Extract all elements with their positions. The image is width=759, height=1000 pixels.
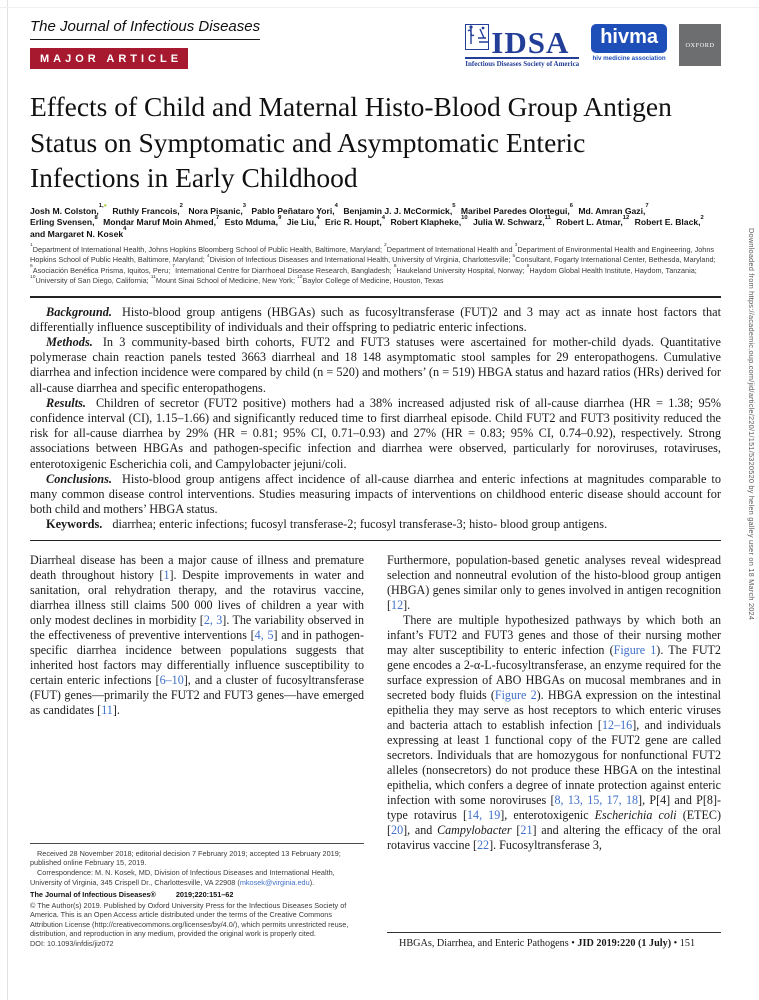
text-segment: ], and a cluster of fucosyltransferase (FUT) genes—primarily the FUT2 and FUT3 genes—have emerged as candidates [: [30, 672, 364, 717]
affiliation-text: Department of International Health and: [386, 245, 515, 254]
text-segment: ). The FUT2 gene encodes a 2-α-L-fucosyltransferase, an enzyme required for the surface expression of ABO HBGAs on mucosal membranes and in secreted body fluids (: [387, 642, 721, 702]
author-name: Eric R. Houpt,: [324, 217, 382, 227]
abstract-section-label: Conclusions.: [46, 471, 112, 486]
affiliation: [30, 245, 384, 254]
text-segment: ]. Despite improvements in water and sanitation, oral rehydration therapy, and the rotavirus vaccine, diarrhea illness still claims 500 000 lives of children a year with only modest declines in morbidity [: [30, 567, 364, 627]
affiliation: [512, 255, 715, 264]
affiliation: [30, 276, 151, 285]
affiliation-text: University of San Diego, California;: [35, 276, 151, 286]
abstract-paragraph: [30, 335, 721, 396]
text-segment[interactable]: 14, 19: [466, 807, 501, 822]
author: [224, 214, 282, 227]
abstract-paragraph: [30, 396, 721, 472]
affiliation-sup: 11: [150, 274, 156, 280]
affiliation-sup: 2: [384, 243, 387, 249]
abstract-section-text: diarrhea; enteric infections; fucosyl transferase-2; fucosyl transferase-3; histo- blood group antigens.: [112, 517, 608, 532]
abstract-section-label: Background.: [46, 304, 112, 319]
author-affiliation-sup: 2: [700, 214, 704, 221]
affiliation-text: Department of International Health, Johns Hopkins Bloomberg School of Public Health, Baltimore, Maryland;: [32, 245, 385, 254]
author: [30, 214, 98, 227]
author-name: Mondar Maruf Moin Ahmed,: [103, 217, 216, 227]
idsa-emblem-icon: [465, 24, 489, 55]
author-name: Jie Liu,: [286, 217, 317, 227]
author-name: Ruthly Francois,: [112, 205, 180, 216]
text-segment[interactable]: 11: [101, 702, 113, 717]
author-name: Robert E. Black,: [634, 217, 701, 227]
footer-segment: •: [671, 937, 680, 949]
text-segment[interactable]: 4, 5: [254, 627, 274, 642]
text-segment: ].: [112, 702, 120, 717]
author: [390, 214, 468, 227]
author-name: Josh M. Colston,: [30, 205, 99, 216]
footnote-block: [30, 843, 364, 949]
left-column: [30, 553, 364, 949]
author: [251, 203, 338, 216]
footnote-copyright: © The Author(s) 2019. Published by Oxford University Press for the Infectious Diseases Society of America. This is an Open Access article distributed under the terms of the Creative Commons Attribution License (http://creativecommons.org/licenses/by/4.0/), which permits unrestricted reuse, distribution, and reproduction in any medium, provided the original work is properly cited.: [30, 900, 349, 939]
idsa-acronym: IDSA: [491, 24, 570, 60]
author-name: Erling Svensen,: [30, 217, 95, 227]
masthead-left: [30, 18, 260, 69]
article-title: Effects of Child and Maternal Histo-Blood Group Antigen Status on Symptomatic and Asymptomatic Enteric Infections in Early Childhood: [30, 91, 672, 193]
page-footer: [387, 932, 721, 949]
abstract-section-text: In 3 community-based birth cohorts, FUT2 and FUT3 statuses were ascertained for mother-child dyads. Quantitative polymerase chain reaction panels tested 3663 diarrheal and 18 148 asymptomatic stool samples for 29 enteropathogens. Cumulative diarrhea and infection incidence were compared by child (n = 520) and mothers’ (n = 519) HBGA status and hazard ratios (HRs) derived for all-cause diarrhea and specific enteropathogens.: [30, 335, 721, 395]
text-segment: ]. Fucosyltransferase 3,: [489, 837, 602, 852]
text-segment[interactable]: 12–16: [601, 717, 633, 732]
footnote-correspondence: [30, 868, 364, 887]
text-segment: ).: [309, 877, 315, 887]
author-affiliation-sup: 4: [381, 214, 386, 221]
abstract-section-label: Methods.: [46, 335, 93, 350]
affiliation: [394, 266, 527, 275]
author-affiliation-sup: 2: [179, 203, 183, 210]
author-name: Robert L. Atmar,: [556, 217, 623, 227]
author: [634, 214, 704, 227]
author-affiliation-sup: 7: [215, 214, 220, 221]
author: [112, 203, 183, 216]
text-segment: Correspondence: M. N. Kosek, MD, Division of Infectious Diseases and International Health, University of Virginia, 345 Crispell Dr., Charlottesville, VA 22908 (: [30, 867, 335, 887]
text-segment[interactable]: 2, 3: [203, 612, 223, 627]
text-segment[interactable]: 6–10: [159, 672, 184, 687]
footer-segment: JID 2019:220 (1 July): [577, 937, 672, 949]
affiliation-sup: 7: [172, 264, 176, 270]
text-segment[interactable]: 20: [391, 822, 404, 837]
footer-rule: [387, 932, 721, 933]
author: [578, 203, 649, 216]
author-affiliation-sup: 4: [123, 226, 127, 233]
author-affiliation-sup: 4: [316, 214, 320, 221]
abstract-section-text: Histo-blood group antigens (HBGAs) such as fucosyltransferase (FUT)2 and 3 may act as innate host factors that differentially influence susceptibility of individuals and their offspring to pediatric enteric infections.: [30, 304, 721, 334]
author: [30, 226, 127, 239]
abstract-paragraph: [30, 517, 721, 532]
author-affiliation-sup: 12: [622, 214, 630, 221]
text-segment: [: [511, 822, 521, 837]
affiliation-text: Consultant, Fogarty International Center, Bethesda, Maryland;: [515, 255, 716, 265]
author-name: Julia W. Schwarz,: [473, 217, 545, 227]
footnote-journal-name: The Journal of Infectious Diseases®: [30, 890, 156, 900]
affiliation-sup: 6: [30, 264, 33, 270]
author-affiliation-sup: 8: [94, 214, 98, 221]
text-segment[interactable]: 1: [163, 567, 170, 582]
abstract-paragraph: [30, 305, 721, 335]
footnote-received: Received 28 November 2018; editorial decision 7 February 2019; accepted 13 February 2019; published online February 15, 2019.: [30, 848, 341, 868]
affiliation-text: International Centre for Diarrhoeal Disease Research, Bangladesh;: [175, 265, 394, 275]
footer-segment: HBGAs, Diarrhea, and Enteric Pathogens: [399, 937, 569, 949]
affiliation: [384, 245, 515, 254]
right-column: [387, 553, 721, 949]
author: [286, 214, 320, 227]
journal-name: The Journal of Infectious Diseases: [30, 18, 260, 40]
body-paragraph: [387, 553, 721, 613]
text-segment[interactable]: Figure 2: [494, 687, 537, 702]
affiliation-text: Asociación Benéfica Prisma, Iquitos, Peru;: [32, 265, 173, 275]
author-affiliation-sup: 4: [334, 203, 338, 210]
body-paragraph: [387, 613, 721, 853]
footer-segment: •: [568, 937, 578, 949]
affiliation-sup: 1: [30, 243, 33, 249]
idsa-subtitle: Infectious Diseases Society of America: [465, 57, 579, 68]
text-segment: Campylobacter: [437, 822, 512, 837]
author-affiliation-sup: 9: [278, 214, 282, 221]
author-name: Pablo Peñataro Yori,: [251, 205, 335, 216]
text-segment: Diarrheal disease has been a major cause of illness and premature death throughout history [: [30, 552, 364, 582]
abstract-section-label: Keywords.: [46, 517, 103, 532]
text-segment[interactable]: 8, 13, 15, 17, 18: [554, 792, 639, 807]
affiliation-text: Baylor College of Medicine, Houston, Texas: [302, 276, 444, 286]
hivma-logo: [591, 24, 667, 62]
text-segment: ], and: [403, 822, 438, 837]
affiliation-text: Division of Infectious Diseases and International Health, University of Virginia, Charlottesville;: [209, 255, 513, 265]
author: [324, 214, 386, 227]
affiliation-sup: 9: [526, 264, 530, 270]
abstract-bottom-rule: [30, 540, 721, 541]
footnote-journal-cite: 2019;220:151–62: [175, 890, 234, 900]
author: [103, 214, 220, 227]
author-name: Benjamin J. J. McCormick,: [343, 205, 453, 216]
author-name: Robert Klapheke,: [390, 217, 462, 227]
author-affiliation-sup: 3: [242, 203, 247, 210]
footnote-journal-line: [30, 890, 364, 900]
author-affiliation-sup: 7: [645, 203, 649, 210]
masthead: [30, 18, 721, 69]
author-name: Md. Amran Gazi,: [578, 205, 646, 216]
author: [460, 203, 573, 216]
text-segment: ] and in pathogen-specific diarrhea incidence between populations suggests that inherited host factors may differentially influence susceptibility to certain enteric infections [: [30, 627, 365, 687]
affiliation-text: Department of Environmental Health and Engineering, Johns Hopkins School of Public Health, Baltimore, Maryland;: [30, 245, 715, 265]
author-name: Maribel Paredes Olortegui,: [460, 205, 570, 216]
author-name: and Margaret N. Kosek: [30, 228, 124, 239]
affiliation: [30, 266, 172, 275]
hivma-subtitle: hiv medicine association: [592, 55, 666, 62]
text-segment: There are multiple hypothesized pathways by which both an infant’s FUT2 and FUT3 genes and those of their nursing mother may alter susceptibility to enteric infection (: [387, 612, 721, 657]
text-segment: ], P[4] and P[8]-type rotavirus [: [387, 792, 722, 822]
body-columns: [30, 553, 721, 949]
abstract: [30, 305, 721, 533]
affiliation: [297, 276, 444, 285]
author-affiliation-sup: 10: [461, 214, 468, 221]
body-paragraph: [30, 553, 364, 718]
text-segment: ). HBGA expression on the intestinal epithelia they may serve as host receptors to which enteric viruses and bacteria attach to establish infection [: [387, 687, 721, 732]
author-list: [30, 203, 721, 241]
affiliation-text: Haydom Global Health Institute, Haydom, Tanzania;: [529, 265, 697, 275]
affiliation-sup: 5: [512, 253, 516, 259]
author-affiliation-sup: 11: [544, 214, 551, 221]
abstract-section-label: Results.: [46, 395, 86, 410]
running-footer: [387, 938, 721, 949]
affiliation: [172, 266, 393, 275]
author-name: Esto Mduma,: [224, 217, 279, 227]
text-segment: ]. The variability observed in the effectiveness of preventive interventions [: [30, 612, 365, 642]
text-segment[interactable]: 12: [391, 597, 404, 612]
affiliation-text: Haukeland University Hospital, Norway;: [396, 265, 527, 275]
download-notice: Downloaded from https://academic.oup.com/jid/article/220/1/151/5320520 by helen galley user on 18 March 2024: [747, 228, 756, 621]
author-affiliation-sup: 1,: [98, 203, 104, 210]
affiliation: [206, 253, 516, 265]
abstract-paragraph: [30, 472, 721, 518]
author-name: Nora Pisanic,: [188, 205, 243, 216]
affiliation-sup: 12: [297, 274, 303, 280]
author: [556, 214, 630, 227]
author-affiliation-sup: 5: [452, 203, 456, 210]
abstract-section-text: Histo-blood group antigens affect incidence of all-cause diarrhea and enteric infections at magnitudes comparable to many common disease control interventions. Studies measuring impacts of interventions on childhood enteric disease should account for both child and mothers’ HBGA status.: [30, 471, 721, 517]
text-segment: (ETEC) [: [387, 807, 721, 837]
author: [343, 203, 456, 216]
text-segment: ], enterotoxigenic: [500, 807, 595, 822]
text-segment: ].: [403, 597, 411, 612]
footnote-doi: DOI: 10.1093/infdis/jiz072: [30, 939, 114, 949]
oxford-logo: OXFORD: [679, 24, 721, 66]
affiliation-sup: 10: [30, 274, 36, 280]
text-segment[interactable]: 22: [477, 837, 490, 852]
hivma-wordmark: hivma: [591, 24, 667, 53]
author-affiliation-sup: 6: [569, 203, 573, 210]
text-segment[interactable]: 21: [520, 822, 533, 837]
text-segment: ] and altering the efficacy of the oral rotavirus vaccine [: [387, 822, 722, 852]
text-segment[interactable]: mkosek@virginia.edu: [239, 877, 310, 887]
masthead-logos: [465, 24, 721, 68]
footer-segment: 151: [679, 937, 696, 949]
affiliation: [151, 276, 297, 285]
abstract-section-text: Children of secretor (FUT2 positive) mothers had a 38% increased adjusted risk of all-cause diarrhea (HR = 1.38; 95% confidence interval (CI), 1.15–1.66) and significantly reduced time to first diarrheal episode. Child FUT2 and FUT3 positivity reduced the risk for all-cause diarrhea by 29% (HR = 0.81; 95% CI, 0.71–0.93) and 27% (HR = 0.83; 95% CI, 0.74–0.92), respectively. Strong associations between HBGAs and pathogen-specific infection and diarrhea were observed, particularly for noroviruses, rotaviruses, enterotoxigenic Escherichia coli, and Campylobacter jejuni/coli.: [30, 395, 721, 471]
footnote-rule: [30, 843, 364, 844]
idsa-logo-top: [465, 24, 579, 60]
article-type-badge: MAJOR ARTICLE: [30, 48, 188, 69]
author: [473, 214, 551, 227]
affiliation-sup: 4: [206, 253, 210, 259]
idsa-logo: [465, 24, 579, 68]
affiliation-sup: 3: [514, 243, 518, 249]
text-segment: ], and individuals expressing at least 1 functional copy of the FUT2 gene are called secretors. Individuals that are homozygous for nonfunctional FUT2 alleles (nonsecretors) do not produce these HBGA on the intestinal epithelia, which confers a degree of innate protection against enteric infection with some noroviruses [: [387, 717, 722, 807]
orcid-icon: ●: [103, 203, 107, 210]
abstract-top-rule: [30, 296, 721, 298]
text-segment[interactable]: Figure 1: [613, 642, 657, 657]
text-segment: Escherichia coli: [594, 807, 677, 822]
affiliation-list: [30, 245, 721, 287]
affiliation-sup: 8: [393, 264, 397, 270]
affiliation: [527, 266, 697, 275]
affiliation-text: Mount Sinai School of Medicine, New York;: [155, 276, 298, 286]
text-segment: Furthermore, population-based genetic analyses reveal widespread selection and nonneutral evolution of the histo-blood group antigen (HBGA) genes similar only to genes involved in antigen recognition [: [387, 552, 721, 612]
